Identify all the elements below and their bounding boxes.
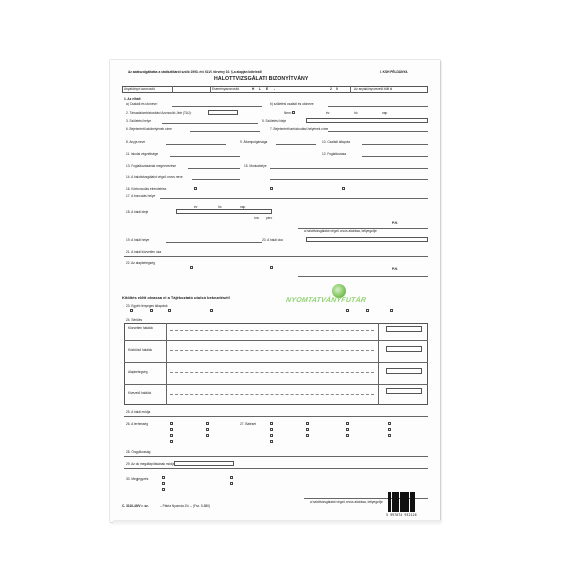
field-27: 27. Baleset — [240, 422, 256, 426]
check-27-12[interactable] — [388, 428, 391, 431]
date-boxes-29[interactable] — [174, 461, 234, 466]
check-23e[interactable] — [346, 309, 349, 312]
field-28: 28. Öngyilkosság — [126, 450, 151, 454]
code-3: - — [274, 87, 276, 91]
check-23b[interactable] — [150, 309, 153, 312]
printer-info: – Pátria Nyomda Zrt. – (Fsz. 5-880) — [160, 504, 211, 508]
signature-label-2: a halottvizsgálatot végző orvos aláírása, bélyegzője — [310, 500, 383, 504]
field-5: 5. Születési ideje — [262, 119, 287, 123]
field-4-nem: Nem: — [284, 111, 292, 115]
field-15: 15. Munkahelye — [244, 164, 267, 168]
field-24: 24. Sérülés — [126, 318, 143, 322]
label-kozbulso: Közbülső halálok — [128, 348, 153, 352]
check-26-5[interactable] — [206, 422, 209, 425]
code-box-4[interactable] — [386, 388, 422, 394]
autopsy-checkbox-2[interactable] — [270, 187, 273, 190]
ident-anyakonyvi: Anyakönyvi azonosító — [124, 87, 156, 91]
check-23a[interactable] — [130, 309, 133, 312]
check-26-7[interactable] — [206, 434, 209, 437]
check-30-4[interactable] — [230, 476, 233, 479]
field-1: 1. Az elhalt — [124, 97, 141, 101]
death-label-nap: nap — [240, 205, 246, 209]
label-kozvetlen: Közvetlen halálok — [128, 326, 153, 330]
barcode-number: 5 997074 932126 — [386, 513, 417, 517]
watermark-logo-icon — [332, 284, 346, 298]
field-23: 23. Egyéb lényeges állapotok — [126, 304, 168, 308]
death-label-perc: perc — [266, 216, 273, 220]
check-27-10[interactable] — [346, 434, 349, 437]
field-25: 25. A halál módja — [126, 410, 151, 414]
cause-of-death-grid — [124, 323, 428, 405]
death-label-ora: óra — [254, 216, 259, 220]
autopsy-checkbox-3[interactable] — [342, 187, 345, 190]
check-26-3[interactable] — [170, 434, 173, 437]
check-23g[interactable] — [390, 309, 393, 312]
code-4: 2 — [330, 87, 332, 91]
field-20: 20. A halál oka — [262, 238, 283, 242]
field-22: 22. Az alapbetegség — [126, 261, 155, 265]
check-30-1[interactable] — [162, 476, 165, 479]
check-27-4[interactable] — [270, 440, 273, 443]
check-30-3[interactable] — [162, 488, 165, 491]
ident-anyakonyvvezeto: Az anyakönyvvezető tölti ki — [354, 87, 393, 91]
check-27-6[interactable] — [306, 428, 309, 431]
taj-boxes[interactable] — [208, 110, 238, 115]
check-27-3[interactable] — [270, 434, 273, 437]
autopsy-checkbox-1[interactable] — [194, 187, 197, 190]
field-11: 11. Iskolai végzettsége — [126, 152, 159, 156]
label-nap: nap — [382, 111, 388, 115]
field-18: 18. A halál ideje — [126, 210, 149, 214]
death-label-ev: év — [194, 205, 198, 209]
check-26-1[interactable] — [170, 422, 173, 425]
death-time-boxes[interactable] — [176, 209, 272, 214]
check-27-5[interactable] — [306, 422, 309, 425]
check-27-7[interactable] — [306, 434, 309, 437]
check-27-9[interactable] — [346, 428, 349, 431]
field-21: 21. A halál közvetlen oka — [126, 250, 162, 254]
copy-label: I. KSH PÉLDÁNYA — [380, 70, 408, 74]
check-30-2[interactable] — [162, 482, 165, 485]
code-1: L — [259, 87, 261, 91]
field-6: 6. Bejelentett lakóhelyének címe — [126, 127, 172, 131]
sex-checkbox[interactable] — [292, 111, 295, 114]
field-10: 10. Családi állapota — [322, 140, 350, 144]
code-0: H — [252, 87, 255, 91]
field-8: 8. Anyja neve — [126, 140, 146, 144]
field-12: 12. Foglalkozása — [322, 152, 347, 156]
check-23d[interactable] — [210, 309, 213, 312]
ident-esemeny: Eseményazonosító — [212, 87, 240, 91]
barcode-icon — [388, 492, 415, 512]
field-13: 13. Foglalkozásának megnevezése — [126, 164, 176, 168]
check-23f[interactable] — [366, 309, 369, 312]
code-2: E — [266, 87, 269, 91]
code-box-3[interactable] — [386, 368, 422, 374]
sheet-shadow — [113, 520, 441, 526]
check-26-6[interactable] — [206, 428, 209, 431]
watermark-text: NYOMTATVÁNYFUTÁR — [285, 297, 367, 304]
label-ho: hó — [354, 111, 358, 115]
field-19: 19. A halál helye — [126, 238, 150, 242]
check-27-8[interactable] — [346, 422, 349, 425]
signature-label-1: a halottvizsgálatot végző orvos aláírása, bélyegzője — [304, 229, 377, 233]
check-27-2[interactable] — [270, 428, 273, 431]
legal-notice: Az adatszolgáltatás a statisztikáról szóló 1993. évi XLVI. törvény 10. §-a alapján kötelező! — [128, 70, 263, 74]
field-30: 30. Megjegyzés — [126, 477, 149, 481]
instructions-heading: Kitöltés előtt olvassa el a Tájékoztató utolsó bekezdését! — [122, 295, 231, 300]
code-5: 0 — [336, 87, 338, 91]
field-17: 17. A boncolás helye — [126, 194, 156, 198]
form-sheet — [110, 60, 440, 522]
ev-ho-nap-boxes[interactable] — [306, 237, 428, 242]
ph-label-1: P.H. — [392, 221, 398, 225]
field-7: 7. Bejelentett tartózkodási helyének címe — [270, 127, 329, 131]
check-26-4[interactable] — [170, 440, 173, 443]
label-alap: Alapbetegség — [128, 370, 148, 374]
birth-date-boxes[interactable] — [306, 118, 428, 123]
check-22b[interactable] — [270, 266, 273, 269]
check-30-5[interactable] — [230, 482, 233, 485]
label-ev: év — [326, 111, 330, 115]
field-9: 9. Állampolgársága — [240, 140, 268, 144]
ph-label-2: P.H. — [392, 267, 398, 271]
field-3: 3. Születési helye — [126, 119, 151, 123]
check-23c[interactable] — [168, 309, 171, 312]
field-1a: a) Családi és utóneve: — [126, 102, 158, 106]
form-title: HALOTTVIZSGÁLATI BIZONYÍTVÁNY — [214, 76, 309, 82]
field-1b: b) születési családi és utóneve: — [270, 102, 315, 106]
check-27-13[interactable] — [388, 434, 391, 437]
field-29: 29. Az ok megállapításának módja — [126, 462, 175, 466]
death-label-ho: hó — [218, 205, 222, 209]
form-code: C. 3110-49/V r. sz. — [122, 504, 149, 508]
code-box-2[interactable] — [386, 346, 422, 352]
code-box-1[interactable] — [386, 326, 422, 332]
check-22a[interactable] — [190, 266, 193, 269]
field-26: 26. A terhesség — [126, 422, 148, 426]
check-27-11[interactable] — [388, 422, 391, 425]
label-kivezeto: Kivezető halálok — [128, 391, 152, 395]
field-16: 16. Kórboncolás elrendelése — [126, 187, 167, 191]
check-26-2[interactable] — [170, 428, 173, 431]
field-14: 14. A halottvizsgálatot végző orvos neve — [126, 175, 183, 179]
field-taj: 2. Társadalombiztosítási Azonosító Jele (TAJ): — [126, 111, 192, 115]
check-27-1[interactable] — [270, 422, 273, 425]
